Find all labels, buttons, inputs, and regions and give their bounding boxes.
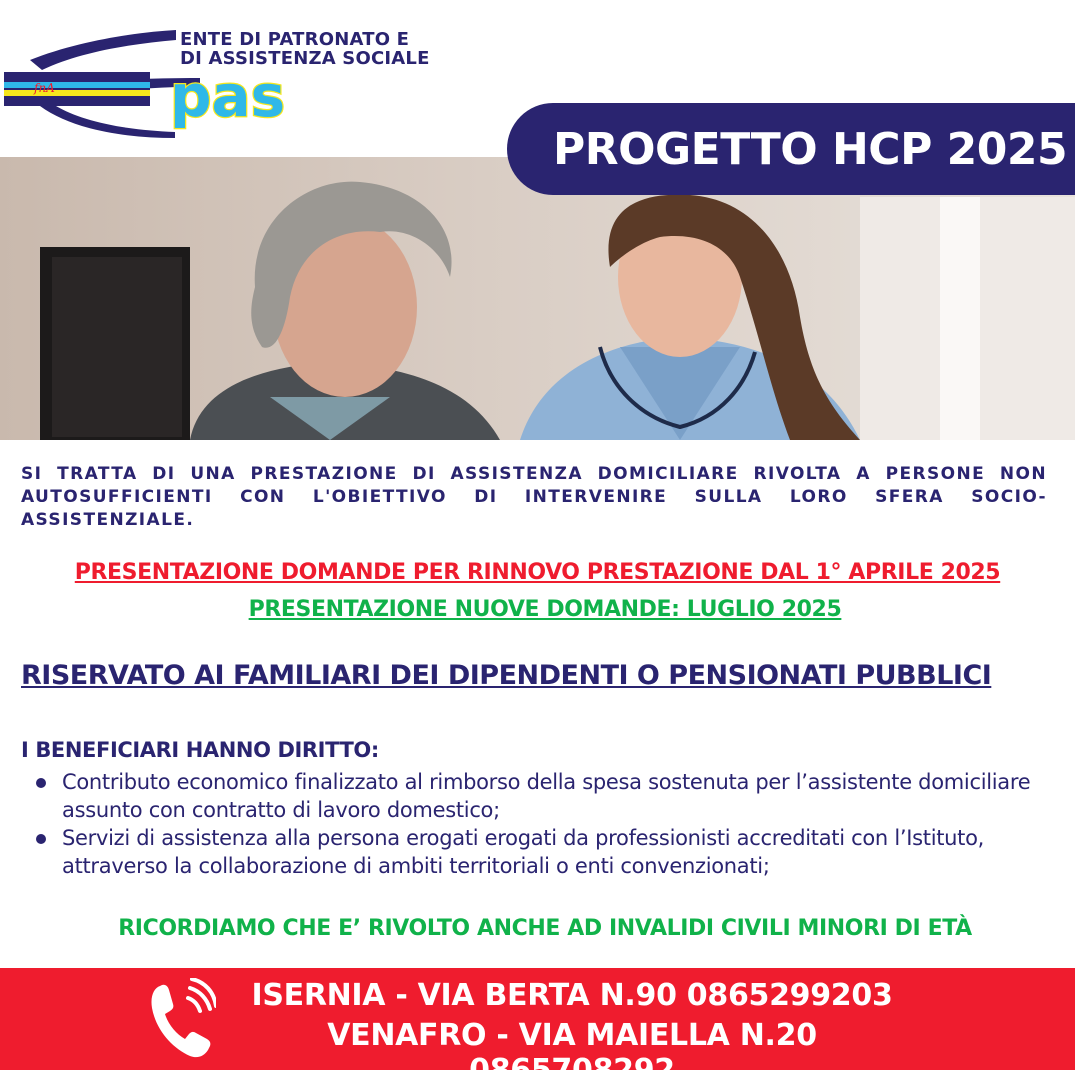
caregiver-photo-illustration xyxy=(0,157,1075,440)
beneficiaries-list xyxy=(21,768,1071,880)
hero-photo xyxy=(0,157,1075,440)
org-name-line1: ENTE DI PATRONATO E xyxy=(180,29,410,50)
page-title: PROGETTO HCP 2025 xyxy=(553,123,1068,175)
intro-description: SI TRATTA DI UNA PRESTAZIONE DI ASSISTENZA DOMICILIARE RIVOLTA A PERSONE NON AUTOSUFFICIENTI CON L'OBIETTIVO DI INTERVENIRE SULLA LORO SFERA SOCIO-ASSISTENZIALE. xyxy=(21,464,1047,530)
contact-footer xyxy=(0,968,1075,1088)
list-item-text: Servizi di assistenza alla persona erogati erogati da professionisti accreditati con l’Istituto, attraverso la collaborazione di ambiti territoriali o enti convenzionati; xyxy=(62,826,985,878)
new-applications-notice: PRESENTAZIONE NUOVE DOMANDE: LUGLIO 2025 xyxy=(248,597,842,622)
beneficiaries-heading: I BENEFICIARI HANNO DIRITTO: xyxy=(21,738,379,762)
eligibility-notice: RISERVATO AI FAMILIARI DEI DIPENDENTI O PENSIONATI PUBBLICI xyxy=(21,660,992,691)
list-item-text: Contributo economico finalizzato al rimborso della spesa sostenuta per l’assistente domiciliare assunto con contratto di lavoro domestico; xyxy=(62,770,1031,822)
logo-wordmark: pas xyxy=(170,62,286,130)
org-name-line2: DI ASSISTENZA SOCIALE xyxy=(180,48,430,69)
phone-icon xyxy=(148,978,216,1060)
organization-name xyxy=(180,30,430,68)
renewal-notice: PRESENTAZIONE DOMANDE PER RINNOVO PRESTAZIONE DAL 1° APRILE 2025 xyxy=(74,560,1001,585)
list-item xyxy=(21,824,1071,880)
contact-isernia: ISERNIA - VIA BERTA N.90 0865299203 xyxy=(251,978,893,1013)
list-item xyxy=(21,768,1071,824)
contact-venafro: VENAFRO - VIA MAIELLA N.20 0865708292 xyxy=(327,1018,817,1088)
logo-fna-mark: fnA xyxy=(34,81,55,95)
title-banner xyxy=(507,103,1075,195)
reminder-notice: RICORDIAMO CHE E’ RIVOLTO ANCHE AD INVALIDI CIVILI MINORI DI ETÀ xyxy=(118,916,972,941)
bullet-icon xyxy=(36,834,46,844)
bullet-icon xyxy=(36,778,46,788)
